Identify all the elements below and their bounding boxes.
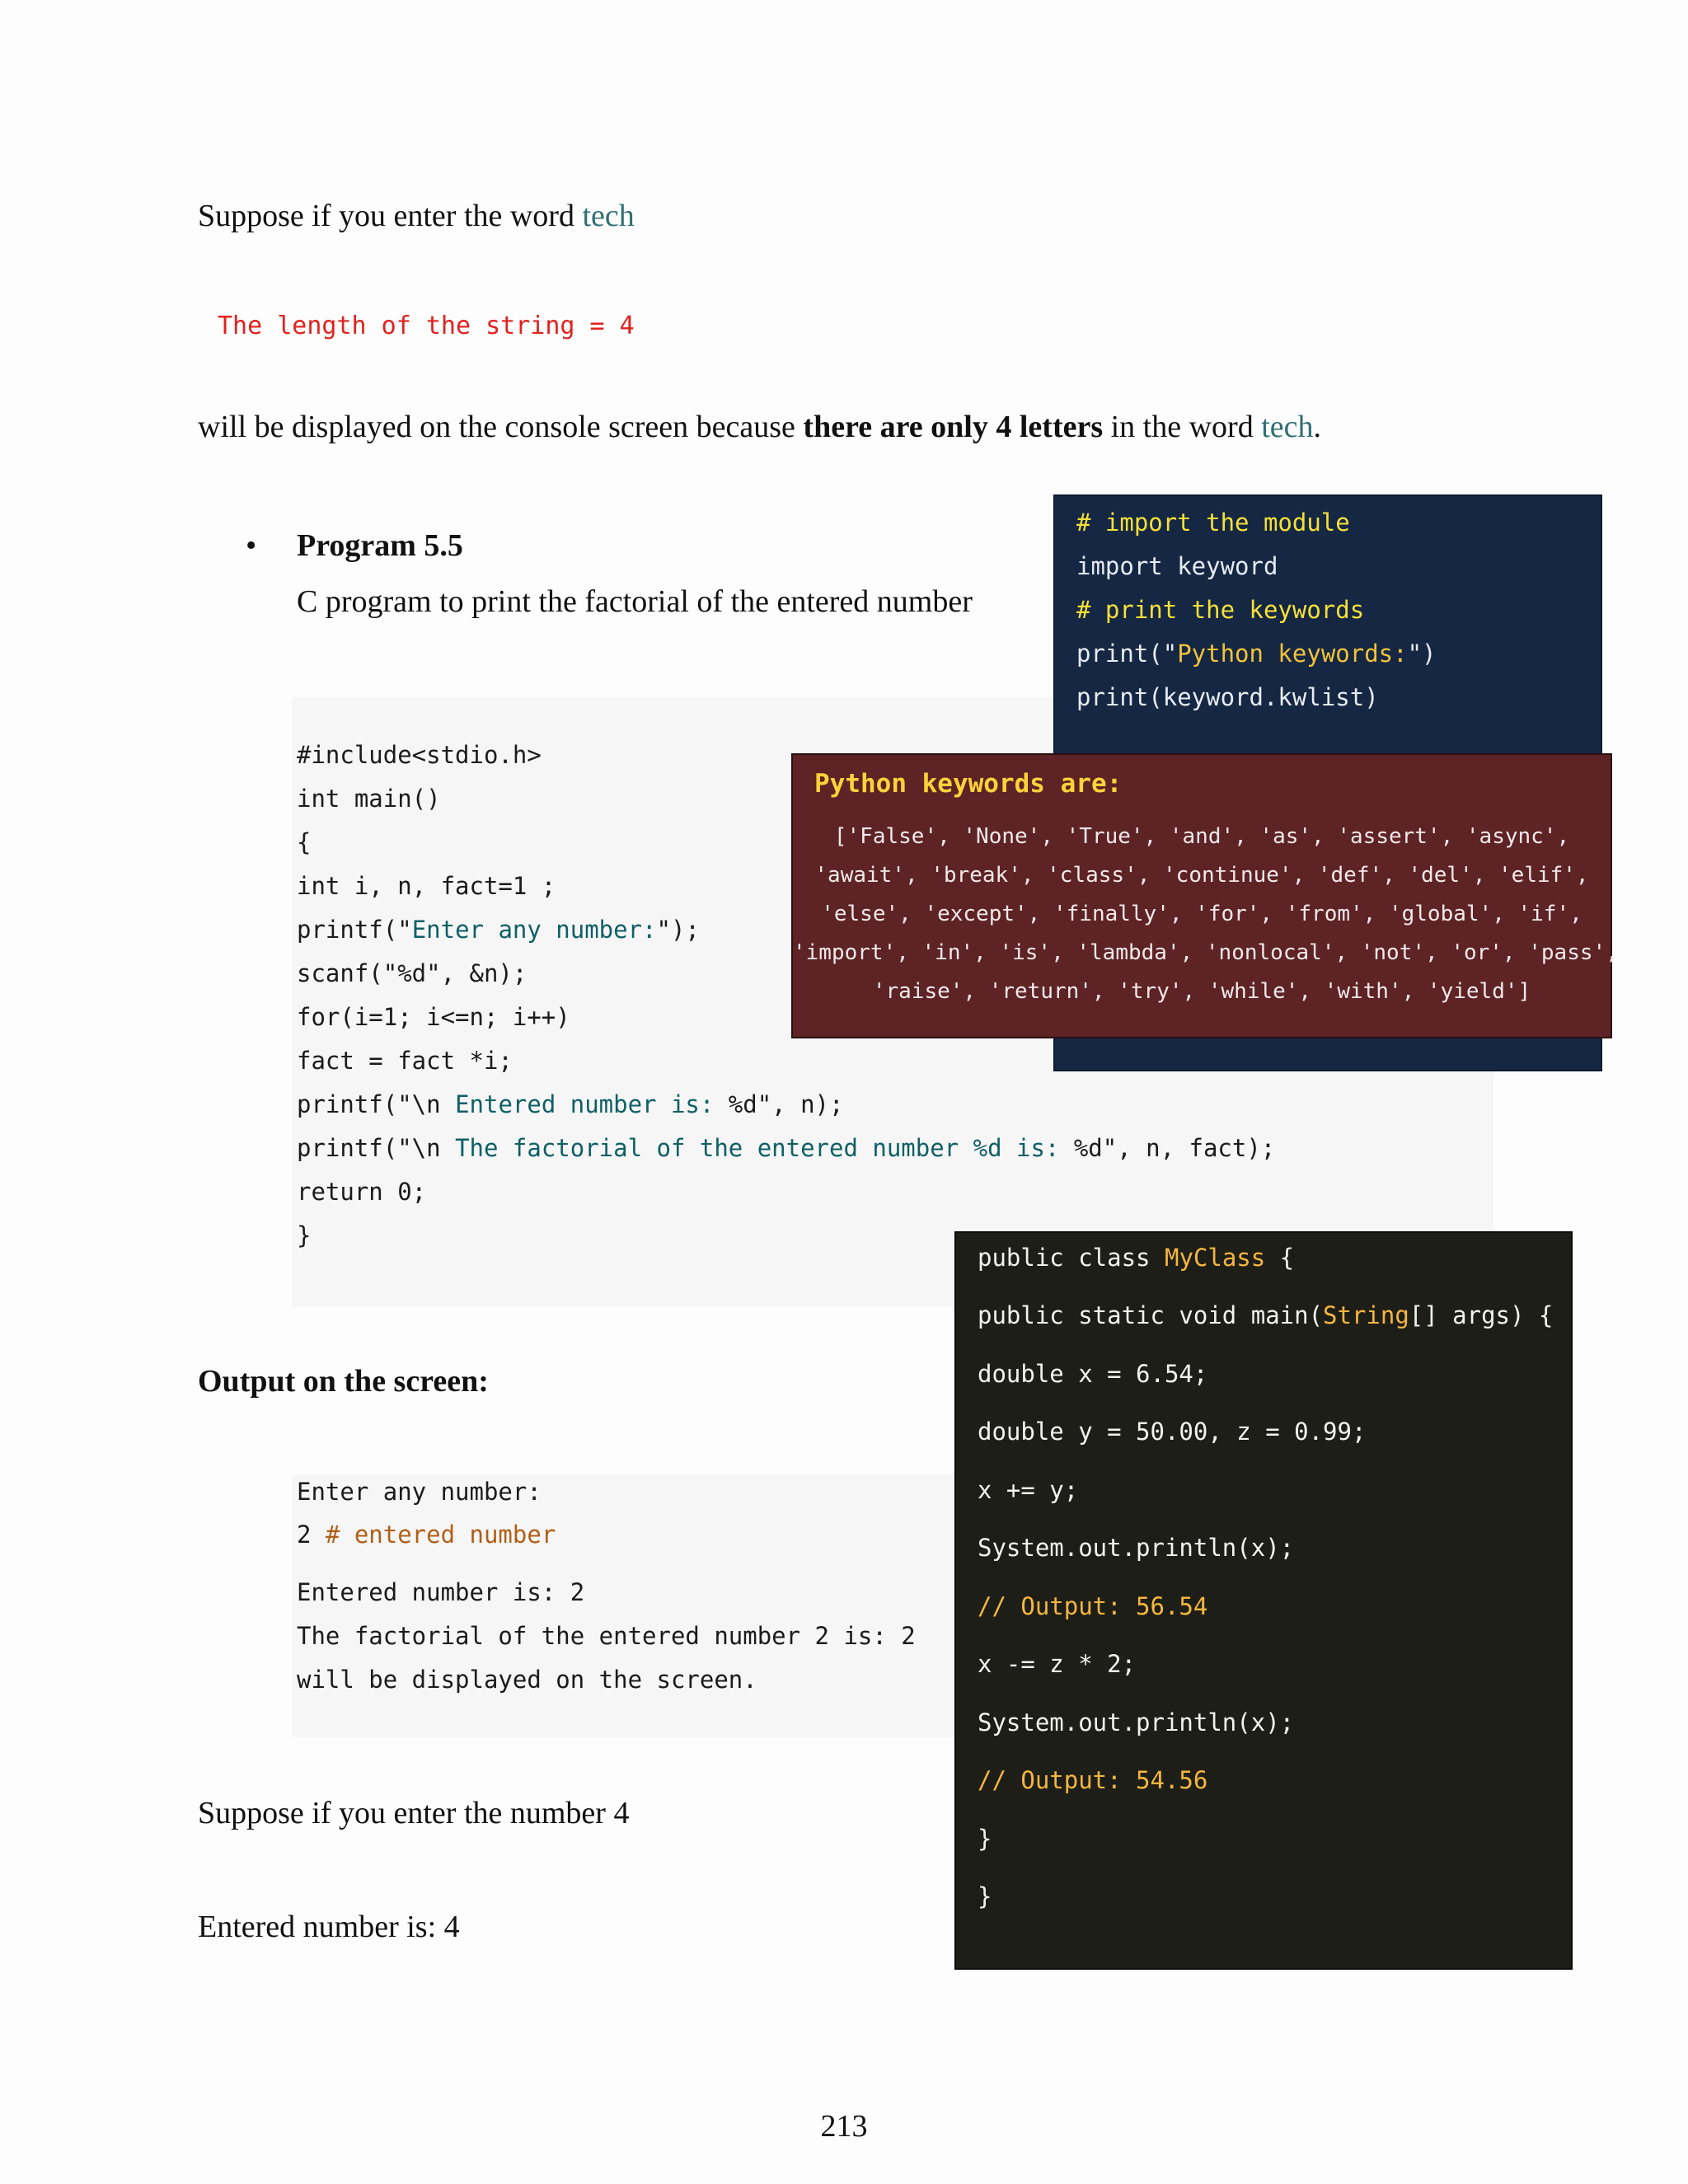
code-line: int main() [297, 785, 441, 813]
code-token: printf("\n [297, 1134, 456, 1162]
output-line: The factorial of the entered number 2 is: 2 [297, 1622, 916, 1650]
java-line [978, 1299, 1553, 1332]
output-comment: # entered number [325, 1521, 556, 1549]
java-line: System.out.println(x); [978, 1534, 1295, 1562]
python-comment: # print the keywords [1076, 596, 1365, 624]
intro-text: Suppose if you enter the word [198, 199, 583, 233]
java-token: [] args) { [1409, 1301, 1554, 1329]
java-line: x -= z * 2; [978, 1650, 1137, 1678]
java-class: String [1323, 1301, 1409, 1329]
keywords-row: ['False', 'None', 'True', 'and', 'as', 'assert', 'async', [833, 824, 1570, 849]
explanation-end: . [1313, 410, 1321, 444]
code-string: Entered number is: [455, 1090, 715, 1118]
java-token: { [1265, 1244, 1295, 1272]
python-line: import keyword [1076, 552, 1278, 580]
java-line: double x = 6.54; [978, 1360, 1208, 1388]
java-line: double y = 50.00, z = 0.99; [978, 1418, 1367, 1446]
code-line [297, 1132, 1275, 1165]
code-token: %d", n, fact); [1059, 1134, 1276, 1162]
output-code-block [292, 1475, 959, 1737]
output-line: Enter any number: [297, 1478, 542, 1506]
keywords-row: 'await', 'break', 'class', 'continue', 'def', 'del', 'elif', [814, 863, 1589, 888]
entered-number-text: Entered number is: 4 [198, 1910, 460, 1944]
output-line: Entered number is: 2 [297, 1578, 585, 1606]
java-line: x += y; [978, 1476, 1079, 1504]
code-token: "); [656, 916, 700, 944]
python-keywords-box [791, 753, 1619, 1038]
java-line: System.out.println(x); [978, 1708, 1295, 1736]
output-heading: Output on the screen: [198, 1364, 489, 1399]
code-token: %d", n); [714, 1090, 844, 1118]
bullet-icon: • [246, 528, 257, 563]
code-string: Enter any number: [411, 916, 657, 944]
explanation-text: will be displayed on the console screen because [198, 410, 804, 444]
java-comment: // Output: 56.54 [978, 1592, 1208, 1620]
keywords-row: 'raise', 'return', 'try', 'while', 'with', 'yield'] [872, 979, 1531, 1004]
code-line [297, 913, 700, 946]
keywords-row: 'import', 'in', 'is', 'lambda', 'nonlocal', 'not', 'or', 'pass', [793, 940, 1619, 965]
code-token: printf(" [297, 916, 412, 944]
program-title: Program 5.5 [297, 528, 463, 563]
java-line: } [978, 1882, 992, 1910]
output-number: 2 [297, 1521, 326, 1549]
length-output: The length of the string = 4 [218, 312, 635, 340]
python-line [1076, 637, 1437, 670]
explanation-line [198, 407, 1321, 447]
intro-word: tech [582, 199, 635, 233]
code-string: The factorial of the entered number %d is: [455, 1134, 1060, 1162]
code-line: int i, n, fact=1 ; [297, 872, 556, 900]
java-comment: // Output: 54.56 [978, 1766, 1208, 1794]
code-line: fact = fact *i; [297, 1047, 513, 1075]
explanation-middle: in the word [1103, 410, 1262, 444]
java-code-box [954, 1231, 1573, 1970]
python-token: print(" [1076, 640, 1178, 668]
python-string: Python keywords: [1177, 640, 1408, 668]
java-line: } [978, 1825, 992, 1853]
code-line: { [297, 828, 312, 856]
code-line: for(i=1; i<=n; i++) [297, 1003, 570, 1031]
keywords-title: Python keywords are: [814, 769, 1123, 799]
intro-line [198, 196, 635, 236]
keywords-row: 'else', 'except', 'finally', 'for', 'from', 'global', 'if', [821, 902, 1582, 926]
suppose-number-text: Suppose if you enter the number 4 [198, 1796, 630, 1830]
page-number: 213 [820, 2109, 868, 2144]
code-line: scanf("%d", &n); [297, 959, 528, 987]
java-token: public class [978, 1244, 1165, 1272]
python-comment: # import the module [1076, 509, 1350, 537]
code-line [297, 1088, 843, 1121]
java-line [978, 1241, 1294, 1274]
java-class: MyClass [1164, 1244, 1266, 1272]
output-line [297, 1518, 556, 1551]
python-line: print(keyword.kwlist) [1076, 683, 1379, 711]
code-line: #include<stdio.h> [297, 741, 542, 769]
python-token: ") [1407, 640, 1437, 668]
program-description: C program to print the factorial of the entered number [297, 584, 973, 619]
output-line: will be displayed on the screen. [297, 1666, 757, 1694]
code-token: printf("\n [297, 1090, 456, 1118]
java-token: public static void main( [978, 1301, 1324, 1329]
code-line: } [297, 1221, 312, 1249]
code-line: return 0; [297, 1178, 427, 1206]
explanation-word: tech [1261, 410, 1314, 444]
explanation-bold: there are only 4 letters [803, 410, 1104, 444]
